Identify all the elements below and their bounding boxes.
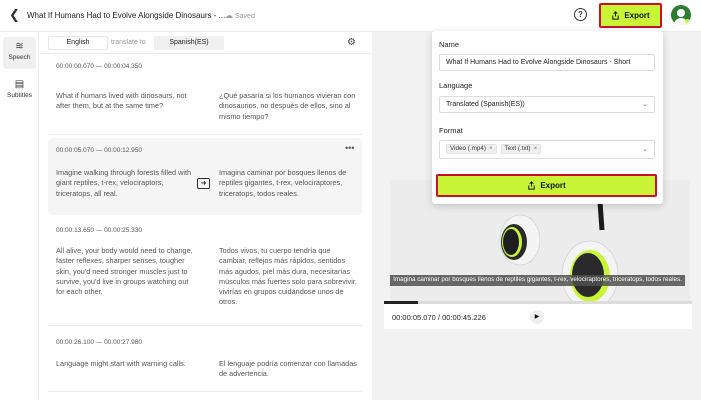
- segment-translation-text[interactable]: El lenguaje podría comenzar con llamadas de advertencia.: [219, 359, 357, 379]
- time-readout: 00:00:05.070 / 00:00:45.226: [392, 313, 486, 322]
- avatar-head: [677, 9, 685, 17]
- segment-3[interactable]: [48, 218, 362, 330]
- language-select-value: Translated (Spanish(ES)): [446, 101, 525, 108]
- format-select[interactable]: [439, 140, 655, 159]
- language-select[interactable]: [439, 96, 655, 113]
- format-chip-txt[interactable]: Text (.txt) ×: [501, 144, 542, 154]
- segment-timestamp: 00:00:05.070 — 00:00:12.950: [56, 147, 143, 154]
- language-bar: [40, 32, 371, 54]
- segment-source-text[interactable]: Imagine walking through forests filled with giant reptiles, t-rex, velociraptors, triceratops, all real.: [56, 168, 192, 198]
- rail-item-subtitles-label: Subtitles: [7, 92, 32, 99]
- project-title[interactable]: What If Humans Had to Evolve Alongside Dinosaurs - ...: [27, 11, 226, 20]
- segment-timestamp: 00:00:00.070 — 00:00:04.350: [56, 63, 143, 70]
- subtitles-icon: ▤: [14, 79, 25, 90]
- name-input[interactable]: What If Humans Had to Evolve Alongside Dinosaurs - Short: [439, 54, 655, 71]
- help-circle-icon[interactable]: ?: [574, 8, 587, 21]
- player-bar: [384, 301, 692, 329]
- left-rail: [0, 32, 39, 400]
- top-bar: [0, 0, 701, 32]
- rail-item-speech-label: Speech: [8, 54, 31, 61]
- export-panel: [432, 31, 663, 204]
- saved-label: Saved: [235, 13, 255, 20]
- saved-status: [225, 11, 255, 20]
- target-language-tab[interactable]: Spanish(ES): [154, 36, 224, 50]
- segment-source-text[interactable]: All alive, your body would need to change, faster reflexes, sharper senses, tougher skin, you'd need stronger muscles just to survive, you'd live in groups watching out for each other.: [56, 246, 193, 297]
- segment-source-text[interactable]: Language might start with warning calls.: [56, 359, 186, 368]
- name-label: Name: [439, 40, 460, 49]
- progress-track[interactable]: [384, 301, 692, 304]
- chevron-down-icon: ⌄: [642, 146, 648, 153]
- segment-2[interactable]: [48, 138, 362, 215]
- play-icon[interactable]: ▶: [530, 310, 544, 324]
- export-button[interactable]: [436, 174, 657, 197]
- segment-timestamp: 00:00:13.650 — 00:00:25.330: [56, 227, 143, 234]
- gear-icon[interactable]: ⚙: [347, 37, 356, 48]
- segment-4[interactable]: [48, 330, 362, 390]
- format-label: Format: [439, 126, 463, 135]
- format-chip-mp4[interactable]: Video (.mp4) ×: [446, 144, 497, 154]
- source-language-tab[interactable]: English: [48, 36, 108, 50]
- segment-divider: [48, 391, 362, 392]
- export-button-top-label: Export: [624, 11, 650, 20]
- translate-arrow-icon[interactable]: ➜: [197, 178, 210, 189]
- language-label: Language: [439, 81, 473, 90]
- segment-divider: [48, 134, 362, 135]
- export-share-icon: [611, 11, 620, 20]
- segment-translation-text[interactable]: ¿Qué pasaría si los humanos vivieran con dinosaurios, no después de ellos, sino al mismo tiempo?: [219, 91, 356, 121]
- avatar-status-dot: [685, 19, 690, 24]
- translate-to-label: translate to: [111, 39, 146, 46]
- segment-source-text[interactable]: What if humans lived with dinosaurs, not after them, but at the same time?: [56, 91, 187, 111]
- export-button-label: Export: [540, 181, 566, 190]
- arrow-left-icon[interactable]: ❮: [9, 7, 20, 22]
- subtitle-list: [40, 54, 371, 400]
- segment-translation-text[interactable]: Todos vivos, tu cuerpo tendría que cambiar, reflejos más rápidos, sentidos más agudos, piel más dura, necesitarías músculos más fuertes solo para sobrevivir, vivirías en grupos cuidándose unos de otros.: [219, 246, 357, 307]
- chevron-down-icon: ⌄: [642, 101, 648, 108]
- rail-item-subtitles[interactable]: [3, 75, 36, 107]
- close-icon[interactable]: ×: [533, 145, 538, 152]
- rail-item-speech[interactable]: [3, 37, 36, 69]
- user-avatar-icon[interactable]: [671, 5, 691, 25]
- close-icon[interactable]: ×: [488, 145, 493, 152]
- segment-translation-text[interactable]: Imagina caminar por bosques llenos de reptiles gigantes, t-rex, velociraptores, triceratops, todos reales.: [219, 168, 347, 198]
- segment-divider: [48, 325, 362, 326]
- segment-1[interactable]: [48, 54, 362, 129]
- segment-timestamp: 00:00:26.100 — 00:00:27.980: [56, 339, 143, 346]
- progress-fill: [384, 301, 418, 304]
- export-button-top[interactable]: [599, 3, 662, 28]
- cloud-icon: ☁: [225, 11, 233, 20]
- video-caption-overlay: Imagina caminar por bosques llenos de reptiles gigantes, t-rex, velociraptores, triceratops, todos reales.: [390, 275, 685, 286]
- waveform-icon: ≋: [15, 41, 24, 52]
- export-share-icon: [527, 181, 536, 190]
- more-options-icon[interactable]: •••: [345, 143, 355, 153]
